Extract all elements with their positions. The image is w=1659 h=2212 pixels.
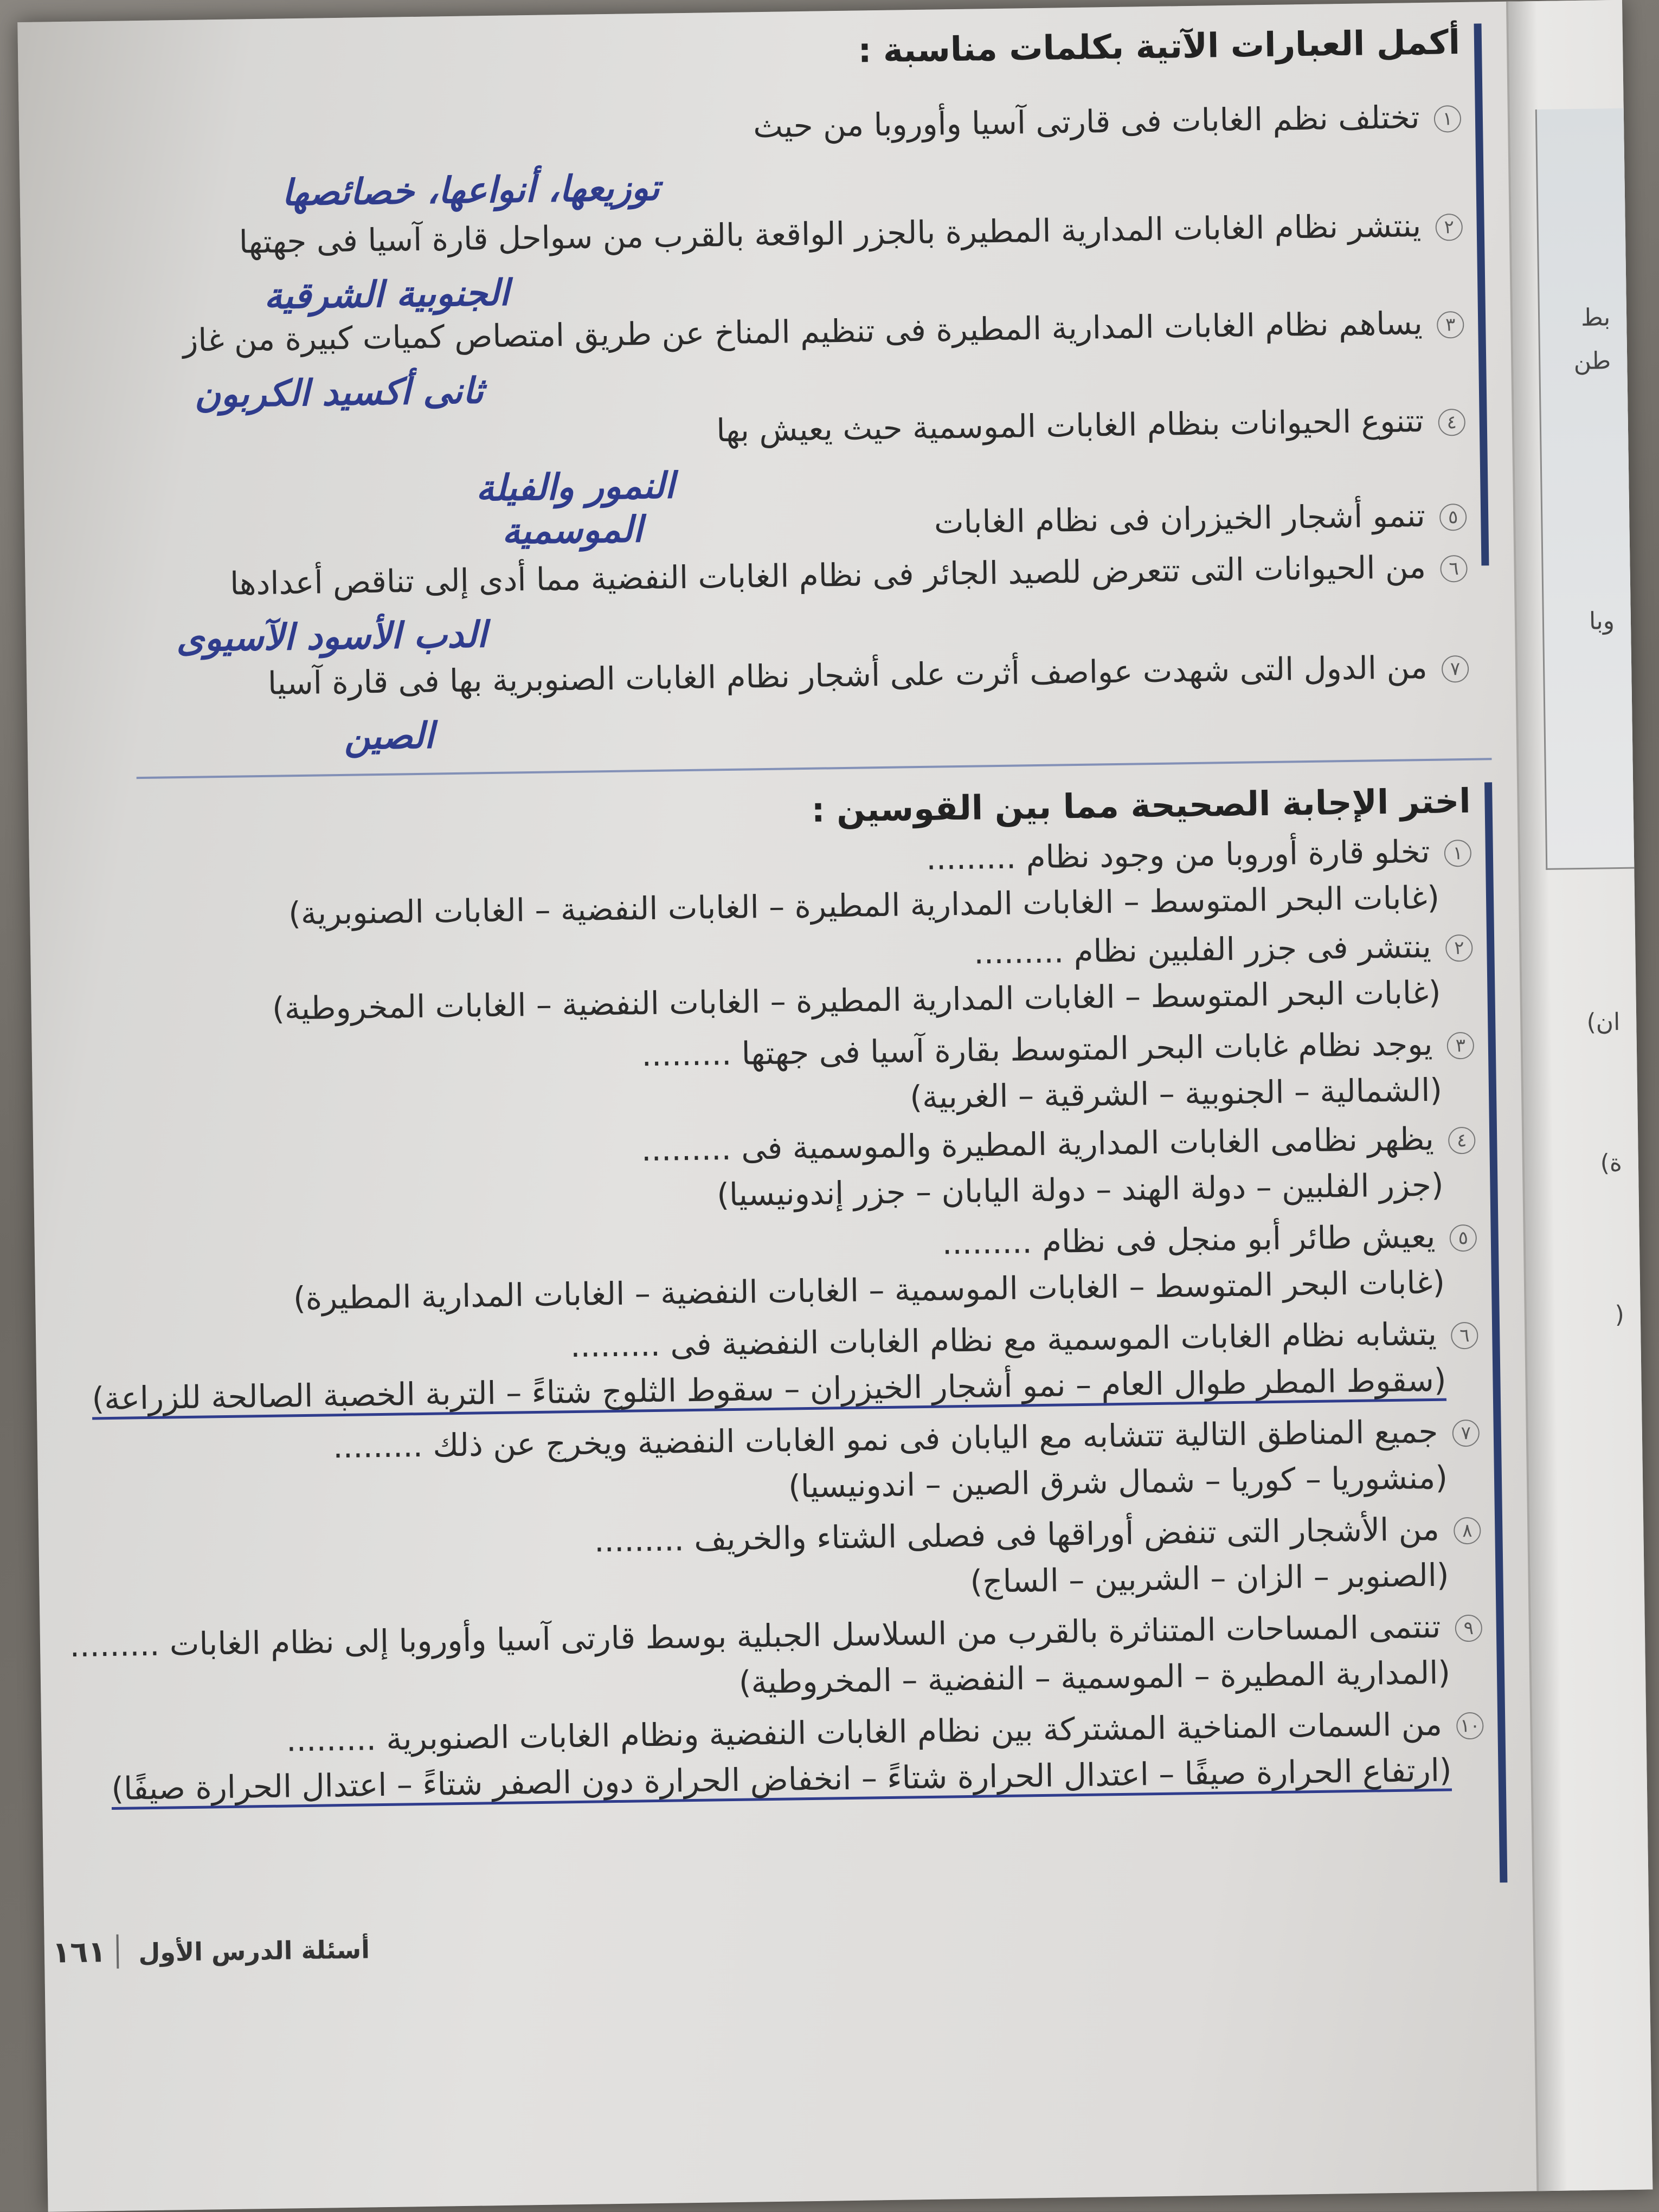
mcq-item-6: ٦ يتشابه نظام الغابات الموسمية مع نظام الغابات النفضية فى ......... xyxy=(570,1317,1478,1364)
facing-page-fragment: ة) xyxy=(1600,1149,1623,1177)
handwritten-answer-7: الصين xyxy=(344,714,435,758)
mcq-item-9: ٩ تنتمى المساحات المتناثرة بالقرب من السلاسل الجبلية بوسط قارتى آسيا وأوروبا إلى نظام الغابات ......... xyxy=(69,1609,1482,1663)
fill-item-1: ١ تختلف نظم الغابات فى قارتى آسيا وأوروبا من حيث xyxy=(753,100,1462,144)
mcq-item-8: ٨ من الأشجار التى تنفض أوراقها فى فصلى الشتاء والخريف ......... xyxy=(594,1512,1481,1559)
section-bar xyxy=(1474,23,1489,565)
mcq-options-8: (الصنوبر – الزان – الشربين – الساج) xyxy=(970,1556,1449,1600)
mcq-item-7: ٧ جميع المناطق التالية تتشابه مع اليابان فى نمو الغابات النفضية ويخرج عن ذلك ......... xyxy=(333,1414,1480,1465)
facing-page-fragment: طن xyxy=(1573,347,1611,376)
fill-item-3: ٣ يساهم نظام الغابات المدارية المطيرة فى تنظيم المناخ عن طريق امتصاص كميات كبيرة من غاز xyxy=(183,306,1464,358)
page-footer xyxy=(52,1931,370,1969)
mcq-item-3: ٣ يوجد نظام غابات البحر المتوسط بقارة آسيا فى جهتها ......... xyxy=(641,1027,1474,1073)
footer-label: أسئلة الدرس الأول xyxy=(138,1934,370,1968)
mcq-options-10: (ارتفاع الحرارة صيفًا – اعتدال الحرارة شتاءً – انخفاض الحرارة دون الصفر شتاءً – اعتدال الحرارة صيفًا) xyxy=(111,1751,1452,1808)
mcq-item-5: ٥ يعيش طائر أبو منجل فى نظام ......... xyxy=(942,1219,1477,1261)
fill-item-6: ٦ من الحيوانات التى تتعرض للصيد الجائر فى نظام الغابات النفضية مما أدى إلى تناقص أعدادها xyxy=(230,550,1468,602)
handwritten-answer-6: الدب الأسود الآسيوى xyxy=(176,613,487,660)
page-number: ١٦١ xyxy=(52,1934,119,1970)
facing-page-fragment: وبا xyxy=(1589,607,1615,635)
section-divider xyxy=(137,758,1492,779)
mcq-options-3: (الشمالية – الجنوبية – الشرقية – الغربية) xyxy=(909,1071,1443,1116)
fill-item-7: ٧ من الدول التى شهدت عواصف أثرت على أشجار نظام الغابات الصنوبرية بها فى قارة آسيا xyxy=(268,650,1469,701)
mcq-item-10: ١٠ من السمات المناخية المشتركة بين نظام الغابات النفضية ونظام الغابات الصنوبرية ......... xyxy=(286,1707,1484,1758)
facing-page-map xyxy=(1535,108,1635,870)
facing-page-fragment: ( xyxy=(1615,1300,1625,1329)
section1-title: أكمل العبارات الآتية بكلمات مناسبة : xyxy=(858,22,1461,70)
mcq-options-5: (غابات البحر المتوسط – الغابات الموسمية – الغابات النفضية – الغابات المدارية المطيرة) xyxy=(293,1263,1445,1317)
fill-item-4: ٤ تتنوع الحيوانات بنظام الغابات الموسمية حيث يعيش بها xyxy=(716,403,1465,448)
mcq-item-1: ١ تخلو قارة أوروبا من وجود نظام ......... xyxy=(926,834,1471,876)
mcq-options-6: (سقوط المطر طوال العام – نمو أشجار الخيزران – سقوط الثلوج شتاءً – التربة الخصبة الصالحة للزراعة) xyxy=(92,1361,1446,1417)
mcq-options-4: (جزر الفلبين – دولة الهند – دولة اليابان – جزر إندونيسيا) xyxy=(716,1166,1444,1214)
handwritten-answer-4: النمور والفيلة xyxy=(475,464,675,510)
mcq-item-2: ٢ ينتشر فى جزر الفلبين نظام ......... xyxy=(974,929,1473,971)
mcq-options-2: (غابات البحر المتوسط – الغابات المدارية المطيرة – الغابات النفضية – الغابات المخروطية) xyxy=(272,973,1441,1027)
mcq-item-4: ٤ يظهر نظامى الغابات المدارية المطيرة والموسمية فى ......... xyxy=(641,1121,1475,1168)
mcq-options-7: (منشوريا – كوريا – شمال شرق الصين – اندونيسيا) xyxy=(788,1459,1448,1505)
handwritten-answer-5: الموسمية xyxy=(501,508,643,552)
fill-item-2: ٢ ينتشر نظام الغابات المدارية المطيرة بالجزر الواقعة بالقرب من سواحل قارة آسيا فى جهتها xyxy=(239,208,1463,260)
book-page xyxy=(17,0,1652,2212)
facing-page-fragment: بط xyxy=(1580,304,1611,332)
fill-item-5: ٥ تنمو أشجار الخيزران فى نظام الغابات xyxy=(934,498,1467,540)
mcq-options-9: (المدارية المطيرة – الموسمية – النفضية – المخروطية) xyxy=(738,1654,1451,1701)
section2-title: اختر الإجابة الصحيحة مما بين القوسين : xyxy=(811,781,1471,830)
handwritten-answer-3: ثانى أكسيد الكربون xyxy=(194,369,484,416)
handwritten-answer-1: توزيعها، أنواعها، خصائصها xyxy=(281,166,660,214)
facing-page-fragment: ان) xyxy=(1586,1008,1621,1036)
handwritten-answer-2: الجنوبية الشرقية xyxy=(263,271,510,317)
mcq-options-1: (غابات البحر المتوسط – الغابات المدارية المطيرة – الغابات النفضية – الغابات الصنوبرية) xyxy=(288,879,1440,932)
page-content xyxy=(52,2,1512,2210)
section-bar xyxy=(1484,782,1507,1882)
